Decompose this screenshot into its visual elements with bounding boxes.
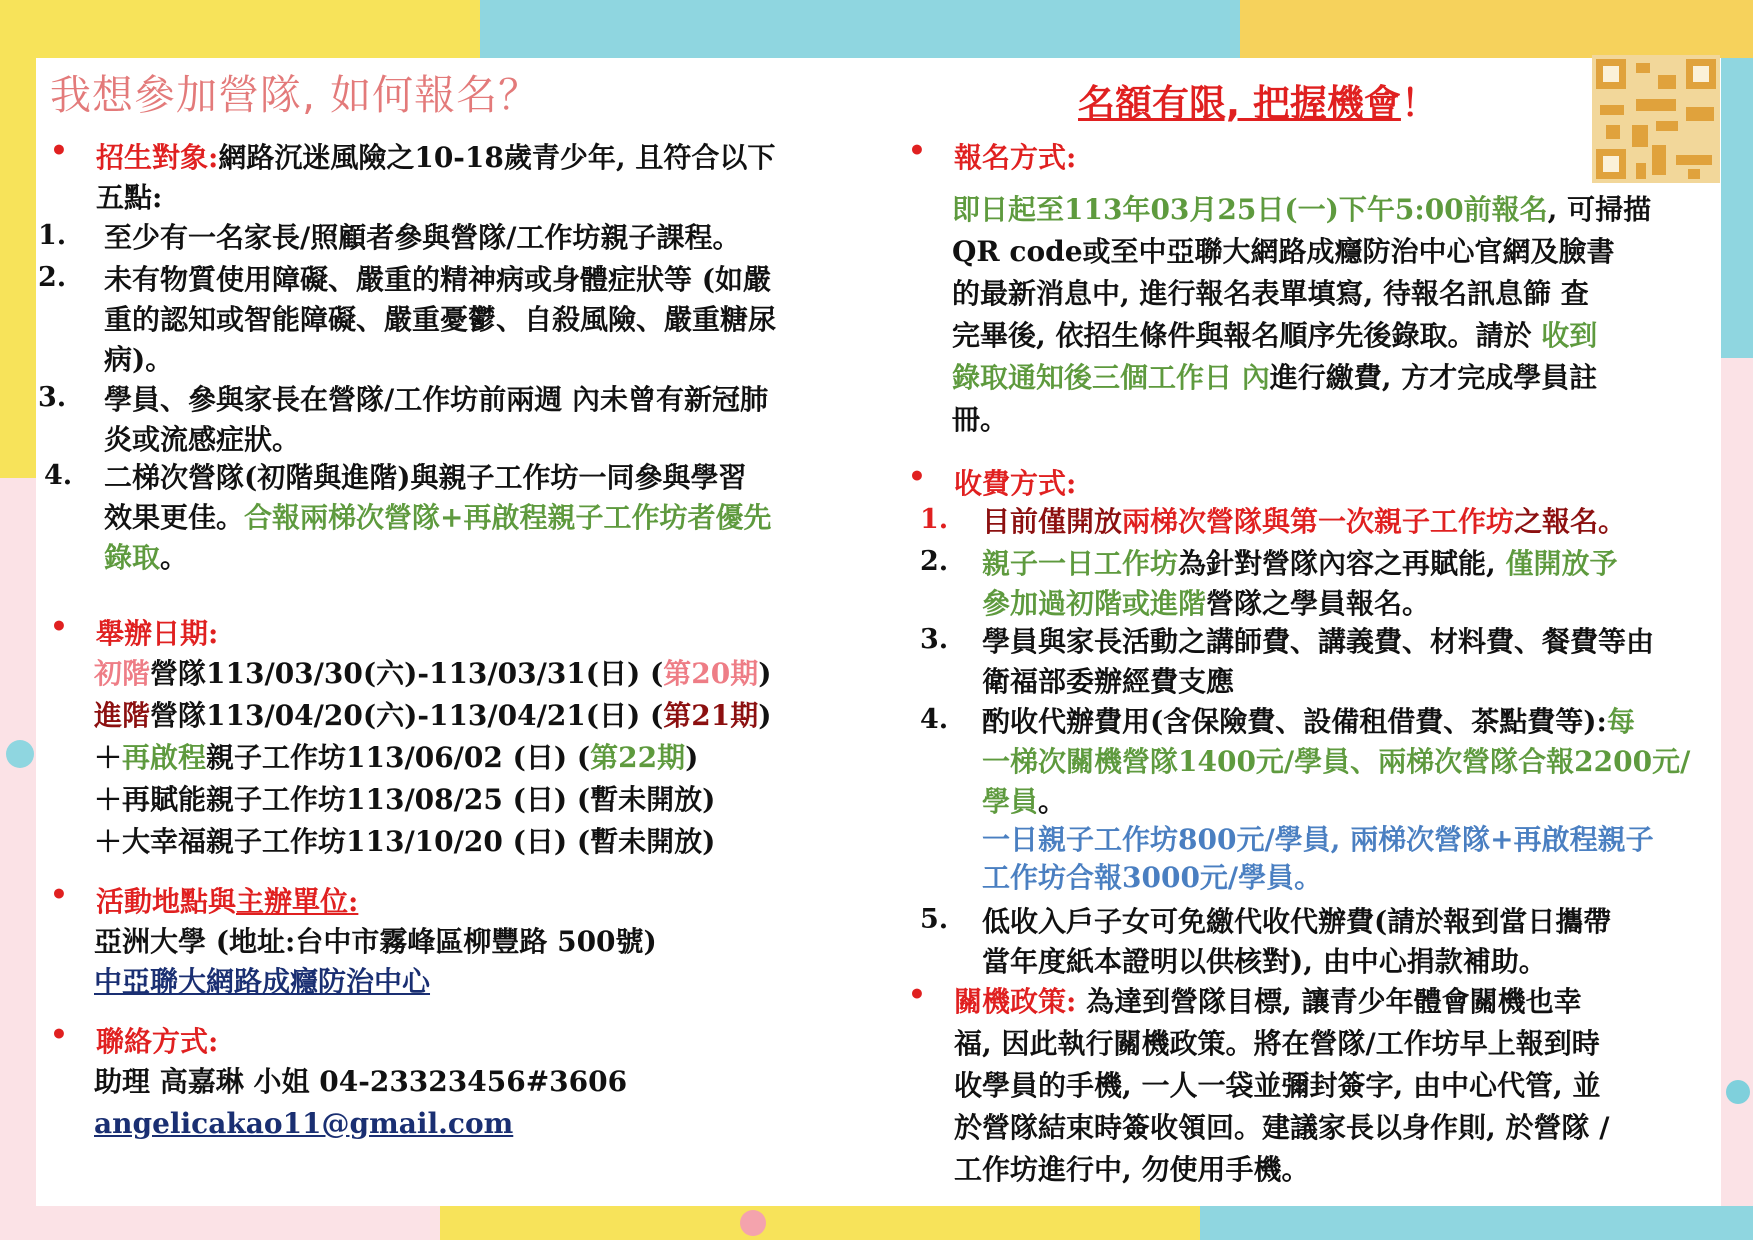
list-number: 1. bbox=[920, 504, 949, 535]
session-number: 第20期 bbox=[663, 657, 759, 690]
list-item bbox=[104, 538, 188, 578]
list-number: 2. bbox=[920, 546, 949, 577]
item4-text: 效果更佳。 bbox=[104, 501, 245, 534]
policy-line: 工作坊進行中, 勿使用手機。 bbox=[954, 1153, 1310, 1186]
bullet-icon: • bbox=[50, 878, 68, 911]
date-text: 營隊113/04/20(六)-113/04/21(日) ( bbox=[150, 699, 664, 732]
fee-item: 當年度紙本證明以供核對), 由中心捐款補助。 bbox=[982, 945, 1547, 978]
list-number: 4. bbox=[920, 704, 949, 735]
flyer-card bbox=[36, 58, 1721, 1206]
register-highlight: 錄取通知後三個工作日 內 bbox=[952, 361, 1270, 394]
policy-line: 於營隊結束時簽收領回。建議家長以身作則, 於營隊 / bbox=[954, 1111, 1610, 1144]
fee-text: 營隊之學員報名。 bbox=[1206, 587, 1431, 620]
fee-text: 。 bbox=[1038, 785, 1067, 818]
fee-item: 學員與家長活動之講師費、講義費、材料費、餐費等由 bbox=[982, 625, 1655, 658]
list-item: 重的認知或智能障礙、嚴重憂鬱、自殺風險、嚴重糖尿 bbox=[104, 303, 777, 336]
fee-item bbox=[982, 544, 1618, 584]
fee-item: 一日親子工作坊800元/學員, 兩梯次營隊+再啟程親子 bbox=[982, 823, 1654, 856]
slogan bbox=[1078, 84, 1438, 124]
list-item: 二梯次營隊(初階與進階)與親子工作坊一同參與學習 bbox=[104, 461, 747, 494]
plus-sign: ＋ bbox=[94, 741, 123, 774]
background-yellow-left bbox=[0, 58, 36, 478]
register-line bbox=[952, 190, 1651, 230]
recruit-heading: 招生對象: bbox=[96, 141, 219, 174]
list-item: 至少有一名家長/照顧者參與營隊/工作坊親子課程。 bbox=[104, 221, 741, 254]
fee-heading: 收費方式: bbox=[954, 467, 1077, 500]
item4-highlight: 合報兩梯次營隊+再啟程親子工作坊者優先 bbox=[244, 501, 772, 534]
fee-text: 之報名。 bbox=[1514, 505, 1627, 538]
recruit-line1 bbox=[96, 138, 775, 178]
register-line: 冊。 bbox=[952, 403, 1009, 436]
register-text: , 可掃描 bbox=[1547, 193, 1652, 226]
contact-phone: 助理 高嘉琳 小姐 04-23323456#3606 bbox=[94, 1065, 628, 1098]
level-basic: 初階 bbox=[94, 657, 151, 690]
fee-highlight: 學員 bbox=[982, 785, 1039, 818]
fee-highlight: 親子一日工作坊 bbox=[982, 547, 1179, 580]
slogan-mark: ！ bbox=[1400, 82, 1438, 125]
date-line bbox=[94, 696, 772, 736]
date-text: 親子工作坊113/06/02 (日) ( bbox=[206, 741, 591, 774]
policy-heading: 關機政策: bbox=[954, 985, 1077, 1018]
recruit-text: 網路沉迷風險之10-18歲青少年, 且符合以下 bbox=[218, 141, 776, 174]
register-heading: 報名方式: bbox=[954, 141, 1077, 174]
register-highlight: 收到 bbox=[1541, 319, 1598, 352]
date-line bbox=[94, 654, 772, 694]
fee-item: 低收入戶子女可免繳代收代辦費(請於報到當日攜帶 bbox=[982, 905, 1612, 938]
bullet-icon: • bbox=[908, 134, 926, 167]
list-item: 未有物質使用障礙、嚴重的精神病或身體症狀等 (如嚴 bbox=[104, 263, 771, 296]
list-item: 炎或流感症狀。 bbox=[104, 423, 301, 456]
background-cyan-right bbox=[1721, 58, 1753, 358]
slogan-text: 名額有限, 把握機會 bbox=[1078, 82, 1401, 125]
list-number: 4. bbox=[44, 460, 73, 491]
fee-item bbox=[982, 782, 1066, 822]
list-number: 1. bbox=[38, 220, 67, 251]
qr-code bbox=[1592, 55, 1720, 183]
register-text: 進行繳費, 方才完成學員註 bbox=[1269, 361, 1598, 394]
organizer-name: 中亞聯大網路成癮防治中心 bbox=[94, 965, 431, 998]
background-yellow-top bbox=[0, 0, 520, 58]
fee-highlight: 僅開放予 bbox=[1505, 547, 1618, 580]
fee-item bbox=[982, 702, 1635, 742]
contact-email-link[interactable]: angelicakao11@gmail.com bbox=[94, 1107, 514, 1140]
page-title: 我想參加營隊, 如何報名？ bbox=[50, 71, 541, 119]
bullet-icon: • bbox=[908, 978, 926, 1011]
list-item bbox=[104, 498, 771, 538]
register-text: 完畢後, 依招生條件與報名順序先後錄取。請於 bbox=[952, 319, 1542, 352]
fee-text: 目前僅開放 bbox=[982, 505, 1123, 538]
location-heading-part: 活動地點與 bbox=[96, 885, 237, 918]
register-line bbox=[952, 316, 1597, 356]
date-line: ＋再賦能親子工作坊113/08/25 (日) (暫未開放) bbox=[94, 783, 716, 816]
deadline-highlight: 即日起至113年03月25日(一)下午5:00前報名 bbox=[952, 193, 1548, 226]
background-cyan-bottom bbox=[1200, 1206, 1753, 1240]
fee-item: 衛福部委辦經費支應 bbox=[982, 665, 1235, 698]
background-dot bbox=[1726, 1080, 1750, 1104]
fee-item bbox=[982, 584, 1430, 624]
register-line: QR code或至中亞聯大網路成癮防治中心官網及臉書 bbox=[952, 235, 1615, 268]
fee-item: 一梯次關機營隊1400元/學員、兩梯次營隊合報2200元/ bbox=[982, 745, 1691, 778]
register-line: 的最新消息中, 進行報名表單填寫, 待報名訊息篩 查 bbox=[952, 277, 1589, 310]
item4-highlight: 錄取 bbox=[104, 541, 161, 574]
policy-line bbox=[954, 982, 1582, 1022]
level-advanced: 進階 bbox=[94, 699, 151, 732]
workshop-name: 再啟程 bbox=[122, 741, 207, 774]
bullet-icon: • bbox=[50, 134, 68, 167]
fee-item: 工作坊合報3000元/學員。 bbox=[982, 861, 1323, 894]
policy-line: 收學員的手機, 一人一袋並彌封簽字, 由中心代管, 並 bbox=[954, 1069, 1601, 1102]
date-text: ) bbox=[685, 741, 699, 774]
session-number: 第21期 bbox=[663, 699, 759, 732]
contact-heading: 聯絡方式: bbox=[96, 1025, 219, 1058]
date-text: ) bbox=[758, 657, 772, 690]
fee-highlight: 參加過初階或進階 bbox=[982, 587, 1207, 620]
fee-text: 為針對營隊內容之再賦能, bbox=[1178, 547, 1506, 580]
list-number: 3. bbox=[38, 382, 67, 413]
date-text: ) bbox=[758, 699, 772, 732]
list-number: 5. bbox=[920, 904, 949, 935]
background-dot bbox=[6, 740, 34, 768]
policy-line: 福, 因此執行關機政策。將在營隊/工作坊早上報到時 bbox=[954, 1027, 1600, 1060]
date-line: ＋大幸福親子工作坊113/10/20 (日) (暫未開放) bbox=[94, 825, 716, 858]
date-line bbox=[94, 738, 698, 778]
background-yellow-right-top bbox=[1240, 0, 1753, 58]
dates-heading: 舉辦日期: bbox=[96, 617, 219, 650]
fee-text: 酌收代辦費用(含保險費、設備租借費、茶點費等): bbox=[982, 705, 1607, 738]
bullet-icon: • bbox=[908, 460, 926, 493]
organizer-heading: 主辦單位: bbox=[236, 885, 359, 918]
address-line: 亞洲大學 (地址:台中市霧峰區柳豐路 500號) bbox=[94, 925, 657, 958]
item4-text: 。 bbox=[160, 541, 189, 574]
bullet-icon: • bbox=[50, 610, 68, 643]
fee-item bbox=[982, 502, 1626, 542]
list-item: 學員、參與家長在營隊/工作坊前兩週 內未曾有新冠肺 bbox=[104, 383, 768, 416]
list-number: 3. bbox=[920, 624, 949, 655]
background-dot bbox=[740, 1210, 766, 1236]
fee-highlight: 兩梯次營隊與第一次親子工作坊 bbox=[1122, 505, 1515, 538]
background-cyan-top bbox=[480, 0, 1240, 58]
background-yellow-bottom bbox=[440, 1206, 1200, 1240]
session-number: 第22期 bbox=[590, 741, 686, 774]
recruit-line2: 五點: bbox=[96, 181, 163, 214]
fee-highlight: 每 bbox=[1606, 705, 1635, 738]
list-number: 2. bbox=[38, 262, 67, 293]
bullet-icon: • bbox=[50, 1018, 68, 1051]
date-text: 營隊113/03/30(六)-113/03/31(日) ( bbox=[150, 657, 664, 690]
policy-text: 為達到營隊目標, 讓青少年體會關機也幸 bbox=[1076, 985, 1582, 1018]
list-item: 病)。 bbox=[104, 343, 174, 376]
location-heading bbox=[96, 882, 358, 922]
register-line bbox=[952, 358, 1597, 398]
